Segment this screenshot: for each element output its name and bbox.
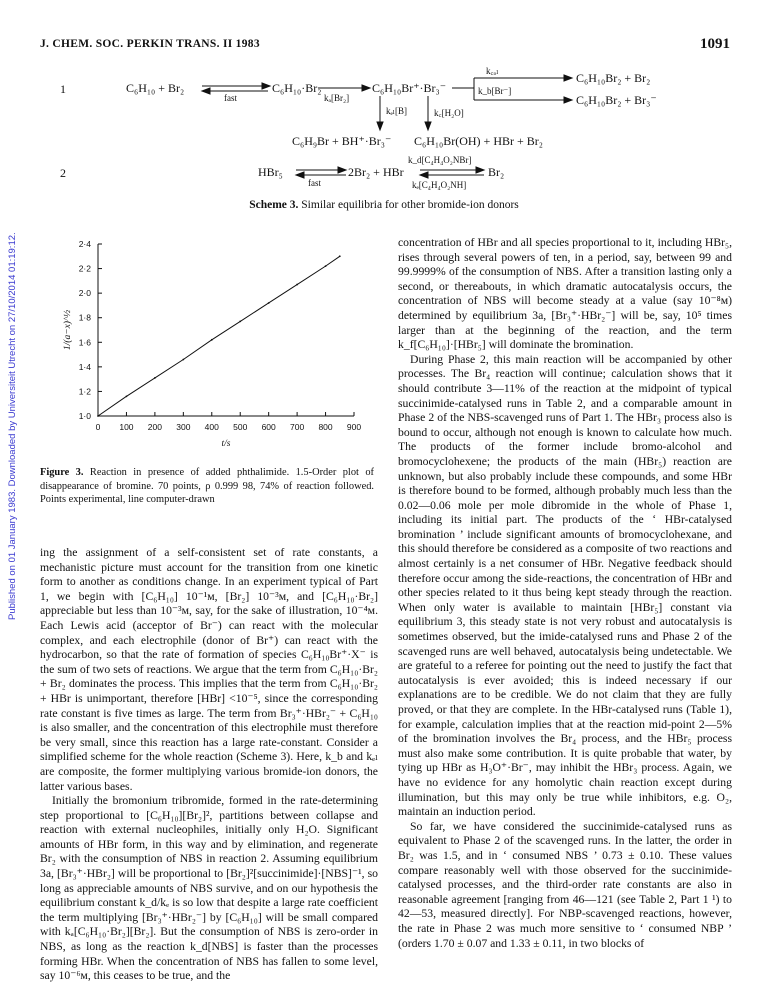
arrowhead-kd xyxy=(476,167,484,173)
x-tick-label: 500 xyxy=(233,422,248,432)
data-point xyxy=(154,377,156,379)
y-tick-label: 1·2 xyxy=(78,386,91,397)
y-tick-label: 1·4 xyxy=(78,361,91,372)
arrowhead-kcol xyxy=(564,75,572,81)
r2-fast: fast xyxy=(308,178,321,188)
r1-kcol: k꜀ₒₗ xyxy=(486,66,499,76)
r1-ka: kₐ[Br₂] xyxy=(324,93,350,103)
arrowhead-eq2-back xyxy=(296,172,304,178)
arrowhead-kc xyxy=(425,122,431,130)
scheme-row-1-number: 1 xyxy=(60,82,66,96)
r2-br2: Br₂ xyxy=(488,165,505,179)
data-point xyxy=(97,415,99,417)
arrowhead-eq1-back xyxy=(202,88,210,94)
data-point xyxy=(268,302,270,304)
right-paragraph-2: During Phase 2, this main reaction will be accompanied by other processes. The Br₄ reaction will continue; calculation shows that it should contribute 3—11% of the reaction at the midpoint of typical succinimide-catalysed runs in Table 2, and a comparable amount in Phase 2 of the NBS-scavenged runs of Part 1. The HBr₃ process also is bound to occur, although not enough is known to calculate how much. The products of the former include bromo-alcohol and bromocyclohexene; the products of the main (HBr₅) reaction are unknown, but also probably include these compounds, and some HBr is therefore bound to be formed, although probably much less than the 0.02—0.06 mole per mole dibromide in the whole of Phase 1, including its initial part. The products of the ‘ HBr-catalysed bromination ’ include significant amounts of bromocyclohexane, and this should therefore be considered as a composite of two reactions and almost certainly is a net consumer of HBr. Negative feedback should therefore occur among the side-reactions, the concentration of HBr and other species related to it thus being kept steady through the reaction. When only water is available to maintain [HBr₅] constant via equilibrium 3, this steady state is not very robust and autocatalysis is sometimes observed, but the imide-catalysed runs and Phase 2 of the scavenged runs are well behaved, autocatalysis being undetectable. We are grateful to a referee for pointing out the need to justify the fact that autocatalysis is ever avoided; this is indeed necessary if our explanations are to be credible. We do not claim that they are fully proved, or that they are complete. In the HBr-catalysed runs (Table 1), for example, calculation implies that at the reaction mid-point 2—5% of the bromination involves the Br₄ process, and the HBr₅ process must also make some contribution. It is quite probable that water, by tying up HBr as H₃O⁺·Br⁻, may inhibit the HBr₃ process. Again, we have no evidence for any homolytic chain reaction except during illumination, but this may only be true while inhibitors, e.g. O₂, maintain an induction period. xyxy=(398,352,732,819)
arrowhead-eq2-forward xyxy=(338,167,346,173)
figure-caption-label: Figure 3. xyxy=(40,467,84,478)
scheme-3 xyxy=(0,56,768,216)
scheme-caption xyxy=(0,199,768,211)
x-tick-label: 200 xyxy=(147,422,162,432)
x-tick-label: 900 xyxy=(346,422,362,432)
fitted-line xyxy=(98,256,340,416)
y-tick-label: 1·0 xyxy=(78,411,91,421)
download-note-text: Published on 01 January 1983. Downloaded by Universiteit Utrecht on 27/10/2014 01:19:12. xyxy=(7,232,18,620)
r2-kd: k_d[C₄H₄O₂NBr] xyxy=(408,155,472,165)
scheme-caption-text: Similar equilibria for other bromide-ion donors xyxy=(298,199,519,211)
y-axis-label: 1/(a−x)^½ xyxy=(63,309,73,351)
x-tick-label: 100 xyxy=(119,422,134,432)
r2-hbr5: HBr₅ xyxy=(258,165,283,179)
left-paragraph-2: Initially the bromonium tribromide, formed in the rate-determining step proportional to [C₆H₁₀][Br₂]², partitions between collapse and reaction with external nucleophiles, initially only H₂O. Significant amounts of HBr form, in this way and by elimination, and regenerate Br₂ with the consumption of NBS in reaction 2. Assuming equilibrium 3a, [Br₃⁺·HBr₂] will be proportional to [Br₂]²[succinimide]·[NBS]⁻¹, so long as appreciable amounts of NBS survive, and on our hypothesis the equilibrium constant k_d/kₑ is so low that despite a large rate coefficient the term multiplying [Br₃⁺·HBr₂⁻] by [C₆H₁₀] will be small compared with kₐ[C₆H₁₀·Br₂][Br₂]. But the consumption of NBS is zero-order in NBS, as long as the reaction k_d[NBS] is faster than the processes forming HBr. When the concentration of NBS has fallen to some level, say 10⁻⁶ᴍ, this ceases to be true, and the xyxy=(40,794,378,983)
x-tick-label: 400 xyxy=(204,422,219,432)
x-tick-label: 700 xyxy=(290,422,305,432)
column-left xyxy=(40,546,378,984)
data-point xyxy=(296,284,298,286)
right-paragraph-3: So far, we have considered the succinimide-catalysed runs as equivalent to Phase 2 of the scavenged runs. In the latter, the order in Br₂ was 1.5, and in ‘ consumed NBS ’ 0.73 ± 0.10. These values compare reasonably well with those observed for the succinimide-catalysed processes, and the third-order rate constants are also in reasonable agreement [ranging from 46—121 (see Table 2, Part 1 ¹) to 42—53, measured directly]. For NBP-scavenged reactions, however, the rate in Phase 2 was much more sensitive to ‘ consumed NBP ’ (orders 1.70 ± 0.07 and 1.33 ± 0.11, in two blocks of xyxy=(398,819,732,950)
r1-complex: C₆H₁₀·Br₂ xyxy=(272,81,322,95)
y-tick-label: 1·8 xyxy=(78,312,91,323)
x-tick-label: 300 xyxy=(176,422,191,432)
r1-fast: fast xyxy=(224,93,237,103)
arrowhead-kel xyxy=(377,122,383,130)
running-header: J. CHEM. SOC. PERKIN TRANS. II 1983 xyxy=(40,38,260,50)
r1-product-top: C₆H₁₀Br₂ + Br₂ xyxy=(576,71,651,85)
r2-middle: 2Br₂ + HBr xyxy=(348,165,404,179)
data-point xyxy=(239,321,241,323)
page-number: 1091 xyxy=(700,36,730,52)
y-tick-label: 2·0 xyxy=(78,288,91,299)
left-paragraph-1: ing the assignment of a self-consistent set of rate constants, a mechanistic picture must account for the transition from one kinetic form to another as conditions change. In an experiment typical of Part 1, we begin with [C₆H₁₀] 10⁻¹ᴍ, [Br₂] 10⁻³ᴍ, and [C₆H₁₀·Br₂] appreciable but less than 10⁻³ᴍ, say, for the sake of illustration, 10⁻⁴ᴍ. Each Lewis acid (acceptor of Br⁻) can react with the molecular complex, and each electrophile (donor of Br⁺) can react with the hydrocarbon, so that the rate of formation of species C₆H₁₀Br⁺·X⁻ is the sum of two sets of reactions. We argue that the term from C₆H₁₀·Br₂ + Br₂ dominates the process. This implies that the term from C₆H₁₀·Br₂ + HBr is unimportant, therefore [HBr] <10⁻⁵, since the corresponding rate constant is five times as large. The term from Br₃⁺·HBr₂⁻ + C₆H₁₀ is also smaller, and the concentration of this electrophile must therefore be very small, since this reaction has a large rate-constant. Consider a simplified scheme for the whole reaction (Scheme 3). Here, k_b and kₑₗ are composite, the former multiplying various bromide-ion donors, the latter various bases. xyxy=(40,546,378,793)
column-right xyxy=(398,236,732,951)
data-point xyxy=(325,265,327,267)
r1-product-bottom-right: C₆H₁₀Br(OH) + HBr + Br₂ xyxy=(414,134,543,148)
arrowhead-ke xyxy=(420,172,428,178)
y-tick-label: 2·2 xyxy=(78,263,91,274)
figure-3-chart xyxy=(58,236,378,468)
figure-caption-text: Reaction in presence of added phthalimide. 1.5-Order plot of disappearance of bromine. 70 points, ρ 0.999 98, 74% of reaction followed. Points experimental, line computer-drawn xyxy=(40,467,374,505)
figure-3 xyxy=(58,236,378,468)
y-tick-label: 2·4 xyxy=(78,239,91,249)
r1-kc: k꜀[H₂O] xyxy=(434,108,464,118)
r1-product-mid: C₆H₁₀Br₂ + Br₃⁻ xyxy=(576,93,657,107)
data-point xyxy=(211,339,213,341)
x-axis-label: t/s xyxy=(221,439,231,449)
scheme-caption-label: Scheme 3. xyxy=(249,199,299,211)
r2-ke: kₑ[C₄H₄O₂NH] xyxy=(412,180,467,190)
data-point xyxy=(126,395,128,397)
r1-kel: kₑₗ[B] xyxy=(386,106,407,116)
r1-reactants: C₆H₁₀ + Br₂ xyxy=(126,81,185,95)
data-point xyxy=(339,255,341,257)
data-point xyxy=(182,359,184,361)
arrowhead-ka xyxy=(362,85,370,91)
scheme-row-2-number: 2 xyxy=(60,166,66,180)
r1-ion: C₆H₁₀Br⁺·Br₃⁻ xyxy=(372,81,447,95)
arrowhead-kb xyxy=(564,97,572,103)
right-paragraph-1: concentration of HBr and all species proportional to it, including HBr₅, rises through several powers of ten, in a period, say, between 99 and 99.9999% of the consumption of NBS. After a transition lasting only a second, or thereabouts, in which dramatic autocatalysis occurs, the concentration of NBS will become steady at a value (say 10⁻⁸ᴍ) determined by equilibrium 3a, [Br₃⁺·HBr₂⁻] will be, say, 10⁵ times larger than at the beginning of the reaction, and the term k_f[C₆H₁₀]·[HBr₅] will dominate the bromination. xyxy=(398,236,732,352)
figure-caption xyxy=(40,466,374,507)
y-tick-label: 1·6 xyxy=(78,337,91,348)
download-note xyxy=(7,210,21,620)
r1-kb: k_b[Br⁻] xyxy=(478,86,512,96)
x-tick-label: 800 xyxy=(318,422,333,432)
x-tick-label: 0 xyxy=(95,422,101,432)
arrowhead-eq1-forward xyxy=(262,83,270,89)
r1-product-bottom-left: C₆H₉Br + BH⁺·Br₃⁻ xyxy=(292,134,392,148)
x-tick-label: 600 xyxy=(261,422,276,432)
